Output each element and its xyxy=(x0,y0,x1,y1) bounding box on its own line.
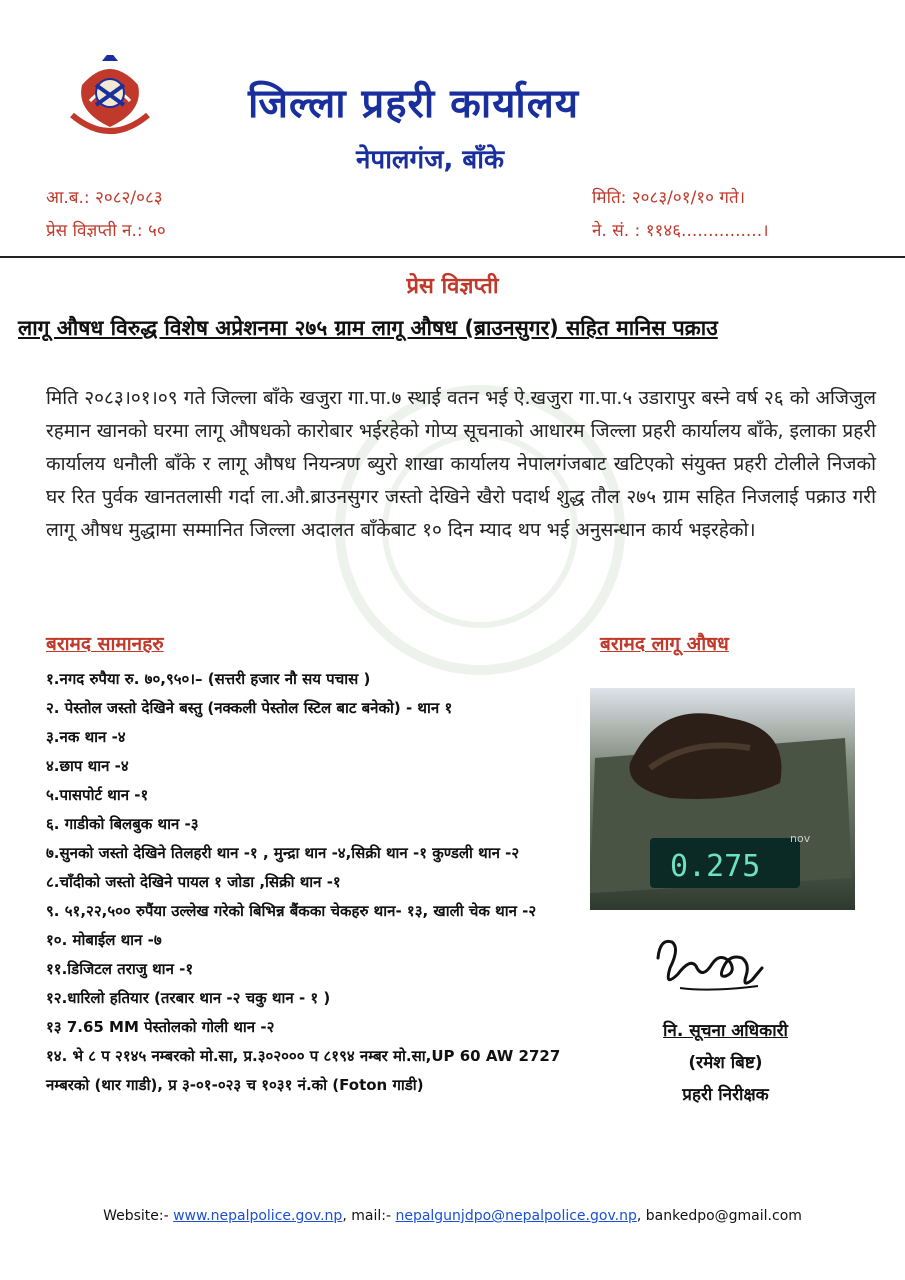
footer-contact xyxy=(0,1208,905,1224)
mail-link[interactable]: nepalgunjdpo@nepalpolice.gov.np xyxy=(395,1208,637,1224)
signatory-title: नि. सूचना अधिकारी xyxy=(663,1021,788,1041)
press-number xyxy=(46,218,166,241)
signatory-rank: प्रहरी निरीक्षक xyxy=(682,1085,769,1105)
mail-label: , mail:- xyxy=(342,1208,391,1224)
list-item: ८.चाँदीको जस्तो देखिने पायल १ जोडा ,सिक्री थान -१ xyxy=(46,873,341,891)
press-release-heading: प्रेस विज्ञप्ती xyxy=(406,274,499,299)
police-emblem-logo xyxy=(62,55,158,139)
press-number-label: प्रेस विज्ञप्ती न.: xyxy=(46,221,143,241)
list-item: ९. ५१,२२,५०० रुपैंया उल्लेख गरेको बिभिन्न बैंकका चेकहरु थान- १३, खाली चेक थान -२ xyxy=(46,902,537,920)
website-label: Website:- xyxy=(103,1208,169,1224)
recovered-items-list xyxy=(46,665,586,1100)
issue-date-label: मिति: xyxy=(592,188,627,208)
header-divider xyxy=(0,256,905,258)
list-item: ६. गाडीको बिलबुक थान -३ xyxy=(46,815,199,833)
reference-number-label: ने. सं. : xyxy=(592,221,641,241)
extra-mail: , bankedpo@gmail.com xyxy=(636,1208,802,1224)
fiscal-year-label: आ.ब.: xyxy=(46,188,90,208)
signatory-name: (रमेश बिष्ट) xyxy=(688,1053,763,1073)
scale-reading-text: 0.275 xyxy=(670,849,761,884)
list-item: १४. भे ८ प २१४५ नम्बरको मो.सा, प्र.३०२००० प ८१९४ नम्बर मो.सा,UP 60 AW 2727 नम्बरको (थार गाडी), प्र ३-०१-०२३ च १०३१ नं.को (Foton गाडी) xyxy=(46,1047,561,1094)
seized-drug-photo xyxy=(590,688,855,910)
list-item: ४.छाप थान -४ xyxy=(46,757,129,775)
list-item: २. पेस्तोल जस्तो देखिने बस्तु (नक्कली पेस्तोल स्टिल बाट बनेको) - थान १ xyxy=(46,699,453,717)
office-title: जिल्ला प्रहरी कार्यालय xyxy=(248,81,580,127)
scale-brand-text: nov xyxy=(790,832,811,845)
body-paragraph: मिति २०८३।०१।०९ गते जिल्ला बाँके खजुरा गा.पा.७ स्थाई वतन भई ऐ.खजुरा गा.पा.५ उडारापुर बस्ने वर्ष २६ को अजिजुल रहमान खानको घरमा लागू औषधको कारोबार भईरहेको गोप्य सूचनाको आधारम जिल्ला प्रहरी कार्यालय बाँके, इलाका प्रहरी कार्यालय धनौली बाँके र लागू औषध नियन्त्रण ब्युरो शाखा कार्यालय नेपालगंजबाट खटिएको संयुक्त प्रहरी टोलीले निजको घर रित पुर्वक खानतलासी गर्दा ला.औ.ब्राउनसुगर जस्तो देखिने खैरो पदार्थ शुद्ध तौल २७५ ग्राम सहित निजलाई पक्राउ गरी लागू औषध मुद्धामा सम्मानित जिल्ला अदालत बाँकेबाट १० दिन म्याद थप भई अनुसन्धान कार्य भइरहेको। xyxy=(46,387,876,541)
list-item: १.नगद रुपैया रु. ७०,९५०।– (सत्तरी हजार नौ सय पचास ) xyxy=(46,670,371,688)
office-subtitle: नेपालगंज, बाँके xyxy=(356,145,504,175)
issue-date xyxy=(592,185,745,208)
list-item: ३.नक थान -४ xyxy=(46,728,126,746)
list-item: ७.सुनको जस्तो देखिने तिलहरी थान -१ , मुन्द्रा थान -४,सिक्री थान -१ कुण्डली थान -२ xyxy=(46,844,520,862)
list-item: ११.डिजिटल तराजु थान -१ xyxy=(46,960,194,978)
press-number-value: ५० xyxy=(148,221,166,241)
reference-number xyxy=(592,218,769,241)
list-item: १२.धारिलो हतियार (तरबार थान -२ चकु थान - १ ) xyxy=(46,989,331,1007)
recovered-items-label: बरामद सामानहरु xyxy=(46,633,164,655)
list-item: १३ 7.65 MM पेस्तोलको गोली थान -२ xyxy=(46,1018,275,1036)
reference-number-value: ११४६...............। xyxy=(645,221,769,241)
fiscal-year xyxy=(46,185,163,208)
fiscal-year-value: २०८२/०८३ xyxy=(95,188,163,208)
signatory-block xyxy=(638,1015,813,1111)
news-headline: लागू औषध विरुद्ध विशेष अप्रेशनमा २७५ ग्राम लागू औषध (ब्राउनसुगर) सहित मानिस पक्राउ xyxy=(18,316,718,340)
issue-date-value: २०८३/०१/१० गते। xyxy=(631,188,746,208)
website-link[interactable]: www.nepalpolice.gov.np xyxy=(173,1208,343,1224)
list-item: ५.पासपोर्ट थान -१ xyxy=(46,786,149,804)
recovered-drug-label: बरामद लागू औषध xyxy=(600,633,729,655)
handwritten-signature xyxy=(650,928,770,1000)
list-item: १०. मोबाईल थान -७ xyxy=(46,931,162,949)
